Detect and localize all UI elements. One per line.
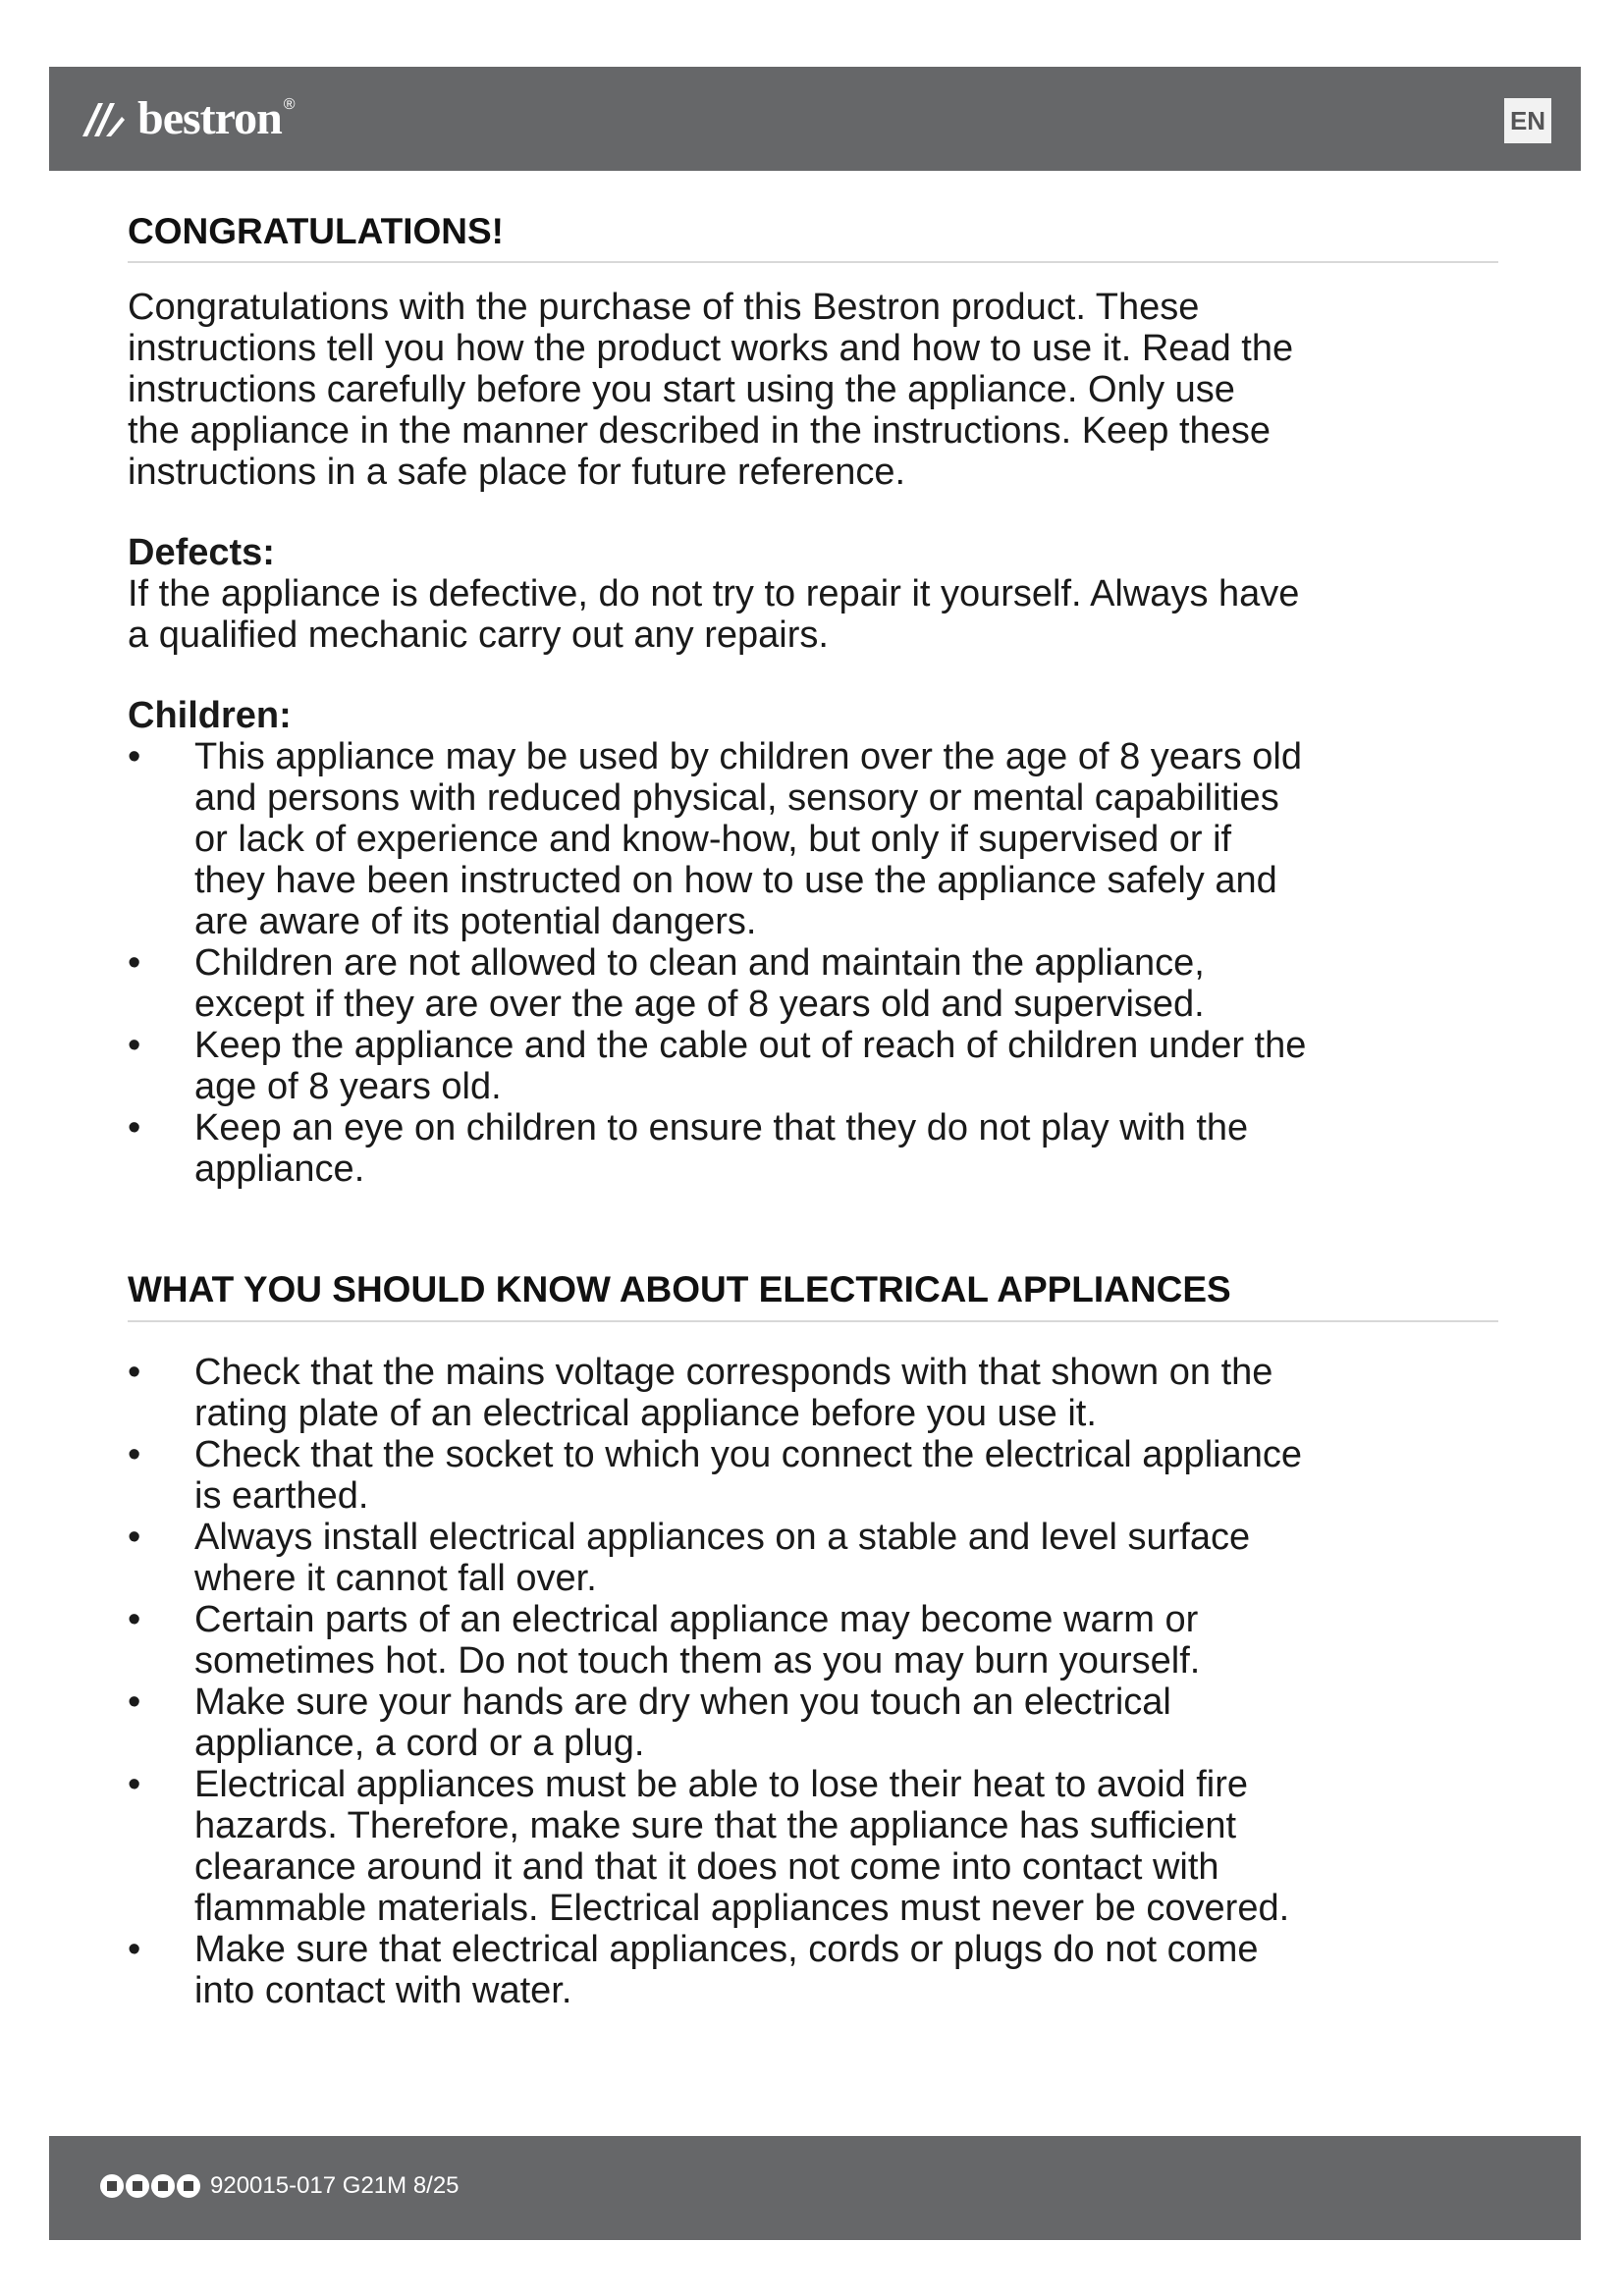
intro-paragraph: Congratulations with the purchase of this Bestron product. These instructions tell you how the product works and how to use it. Read the instructions carefully before you start using the appliance. Only use the appliance in the manner described in the instructions. Keep these instructions in a safe place for future reference. [128,287,1294,494]
page-header [49,67,1581,171]
list-item-text: Make sure that electrical appliances, cords or plugs do not come into contact with water. [194,1928,1259,2011]
electrical-section [128,1268,1502,2010]
bullet-dot: • [128,1763,141,1805]
brand-name: bestron [137,92,282,144]
bullet-dot: • [128,1598,141,1640]
bullet-dot: • [128,942,141,985]
page-content [128,210,1502,2011]
list-item-text: Check that the mains voltage corresponds with that shown on the rating plate of an electrical appliance before you use it. [194,1351,1273,1434]
list-item [128,942,1502,1025]
bullet-dot: • [128,1351,141,1393]
footer-icons [100,2174,202,2198]
document-icon [100,2174,124,2198]
list-item [128,1599,1502,1682]
bullet-dot: • [128,736,141,778]
warning-icon [177,2174,200,2198]
list-item [128,1929,1502,2011]
electrical-title: WHAT YOU SHOULD KNOW ABOUT ELECTRICAL APPLIANCES [128,1268,1498,1321]
bullet-dot: • [128,1107,141,1149]
bullet-dot: • [128,1025,141,1067]
list-item-text: Check that the socket to which you connect the electrical appliance is earthed. [194,1433,1302,1517]
brand-logo [79,82,296,155]
list-item [128,736,1502,942]
list-item [128,1434,1502,1517]
children-list [128,736,1502,1190]
bullet-dot: • [128,1516,141,1558]
list-item-text: Keep an eye on children to ensure that they do not play with the appliance. [194,1107,1249,1191]
list-item [128,1025,1502,1107]
manual-icon [126,2174,149,2198]
list-item-text: Make sure your hands are dry when you touch an electrical appliance, a cord or a plug. [194,1681,1171,1764]
list-item-text: Keep the appliance and the cable out of reach of children under the age of 8 years old. [194,1025,1307,1108]
defects-paragraph: If the appliance is defective, do not try to repair it yourself. Always have a qualified mechanic carry out any repairs. [128,573,1300,657]
footer-info [100,2171,460,2201]
chevrons-icon [79,93,130,144]
list-item-text: Certain parts of an electrical appliance may become warm or sometimes hot. Do not touch them as you may burn yourself. [194,1598,1201,1682]
bullet-dot: • [128,1681,141,1723]
list-item-text: Always install electrical appliances on a stable and level surface where it cannot fall over. [194,1516,1251,1599]
bullet-dot: • [128,1433,141,1475]
list-item [128,1682,1502,1764]
defects-heading: Defects: [128,532,275,574]
bullet-dot: • [128,1928,141,1970]
language-badge: EN [1504,98,1551,143]
list-item-text: Children are not allowed to clean and maintain the appliance, except if they are over the age of 8 years old and supervised. [194,942,1205,1026]
list-item [128,1517,1502,1599]
list-item-text: Electrical appliances must be able to lose their heat to avoid fire hazards. Therefore, make sure that the appliance has sufficient clearance around it and that it does not come into contact with flammable materials. Electrical appliances must never be covered. [194,1763,1290,1929]
footer-code: 920015-017 G21M 8/25 [210,2172,460,2199]
congratulations-title: CONGRATULATIONS! [128,210,1498,263]
list-item-text: This appliance may be used by children over the age of 8 years old and persons with reduced physical, sensory or mental capabilities or lack of experience and know-how, but only if supervised or if they have been instructed on how to use the appliance safely and are aware of its potential dangers. [194,736,1302,943]
page-footer [49,2136,1581,2240]
registered-mark: ® [283,96,296,113]
list-item [128,1352,1502,1434]
children-heading: Children: [128,695,292,737]
electrical-list [128,1352,1502,2011]
service-icon [151,2174,175,2198]
list-item [128,1107,1502,1190]
list-item [128,1764,1502,1929]
